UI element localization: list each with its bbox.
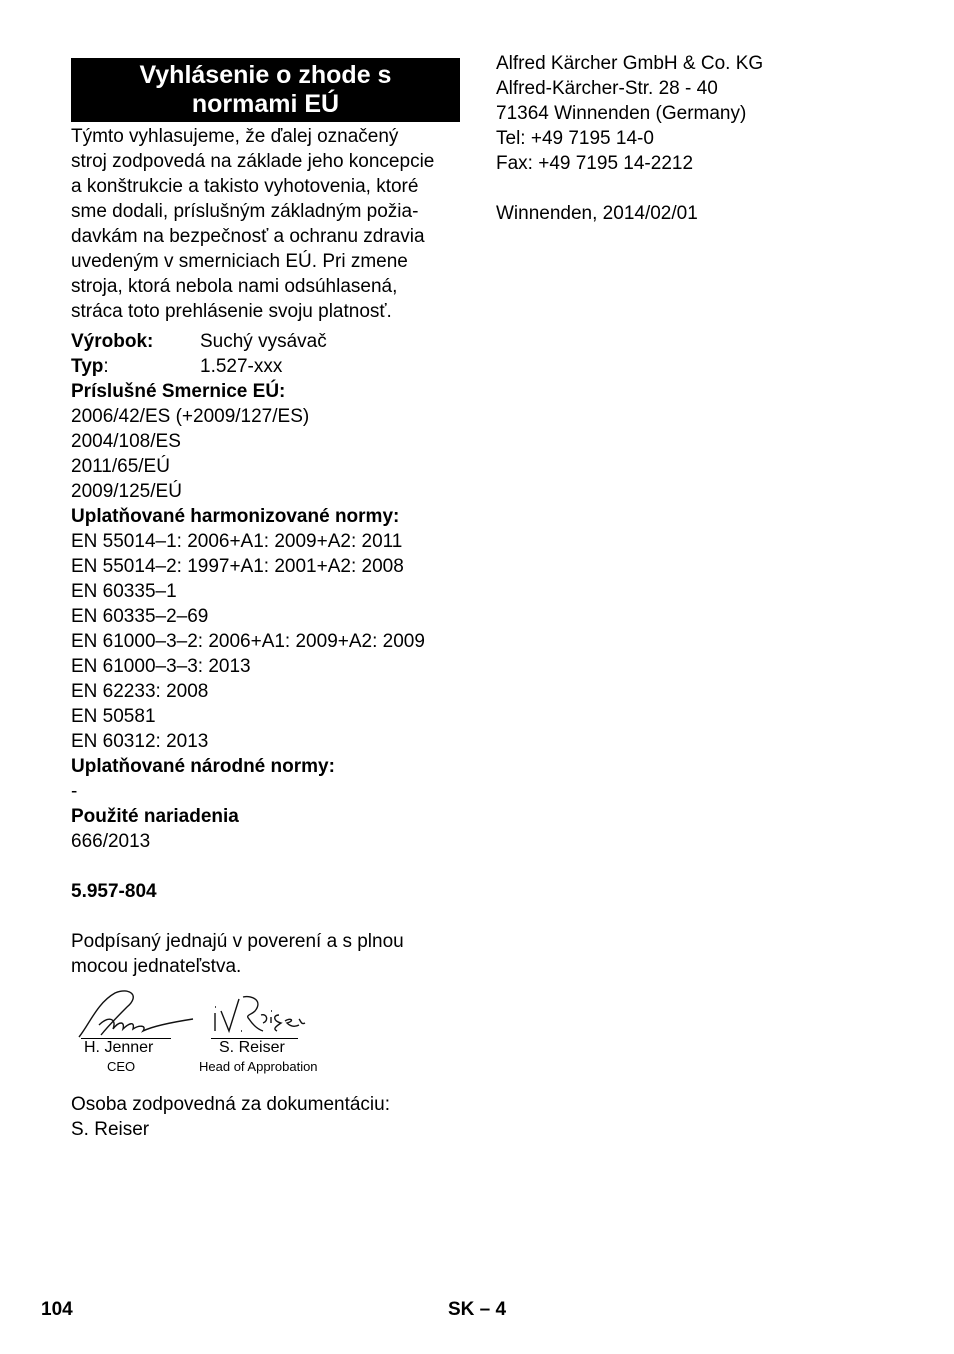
product-label: Výrobok: [71,331,154,352]
company-line: Fax: +49 7195 14-2212 [496,153,694,174]
harmonized-item: EN 55014–1: 2006+A1: 2009+A2: 2011 [71,531,403,552]
company-info [496,51,916,226]
doc-responsible-label: Osoba zodpovedná za dokumentáciu: [71,1094,390,1115]
harmonized-item: EN 60312: 2013 [71,731,209,752]
type-row [71,354,466,379]
national-value: - [71,781,78,802]
directive-item: 2009/125/EÚ [71,481,182,502]
type-label-wrap [71,354,200,379]
spacer [71,854,466,879]
place-date: Winnenden, 2014/02/01 [496,203,698,224]
company-line: Alfred-Kärcher-Str. 28 - 40 [496,78,718,99]
signer-name-jenner: H. Jenner [84,1039,154,1056]
page-title [71,58,460,122]
doc-responsible [71,1092,390,1142]
directives-heading: Príslušné Smernice EÚ: [71,381,286,402]
intro-line: sme dodali, príslušným základným požia- [71,201,419,222]
intro-line: stráca toto prehlásenie svoju platnosť. [71,301,392,322]
signature-reiser-image [209,985,309,1045]
harmonized-item: EN 60335–1 [71,581,177,602]
company-line: Alfred Kärcher GmbH & Co. KG [496,53,764,74]
harmonized-heading: Uplatňované harmonizované normy: [71,506,400,527]
harmonized-item: EN 62233: 2008 [71,681,209,702]
signer-role-reiser: Head of Approbation [199,1059,318,1074]
signed-text-line: mocou jednateľstva. [71,956,242,977]
signed-text-line: Podpísaný jednajú v poverení a s plnou [71,931,404,952]
type-label: Typ [71,356,104,377]
company-line: Tel: +49 7195 14-0 [496,128,654,149]
product-value: Suchý vysávač [200,331,327,352]
product-row [71,329,466,354]
regulations-value: 666/2013 [71,831,151,852]
signer-name-reiser: S. Reiser [219,1039,285,1056]
page-number: 104 [41,1299,73,1320]
harmonized-item: EN 50581 [71,706,156,727]
intro-line: Týmto vyhlasujeme, že ďalej označený [71,126,399,147]
document-number: 5.957-804 [71,881,157,902]
directive-item: 2011/65/EÚ [71,456,170,477]
spacer [71,904,466,929]
doc-responsible-name: S. Reiser [71,1119,150,1140]
intro-line: stroja, ktorá nebola nami odsúhlasená, [71,276,398,297]
intro-line: uvedeným v smerniciach EÚ. Pri zmene [71,251,408,272]
intro-paragraph [71,124,466,324]
title-line-1: Vyhlásenie o zhode s [139,61,392,89]
directive-item: 2004/108/ES [71,431,181,452]
intro-line: stroj zodpovedá na základe jeho koncepcie [71,151,435,172]
type-value: 1.527-xxx [200,356,283,377]
spacer [496,176,916,201]
signature-jenner-image [71,985,201,1045]
section-label: SK – 4 [448,1299,507,1320]
declaration-body [71,124,466,979]
regulations-heading: Použité nariadenia [71,806,239,827]
intro-line: davkám na bezpečnosť a ochranu zdravia [71,226,425,247]
signer-role-jenner: CEO [107,1059,136,1074]
harmonized-item: EN 61000–3–2: 2006+A1: 2009+A2: 2009 [71,631,425,652]
title-line-2: normami EÚ [191,90,340,118]
intro-line: a konštrukcie a takisto vyhotovenia, ktoré [71,176,419,197]
signature-area [71,985,371,1077]
company-line: 71364 Winnenden (Germany) [496,103,747,124]
type-colon: : [103,356,109,377]
harmonized-item: EN 55014–2: 1997+A1: 2001+A2: 2008 [71,556,404,577]
harmonized-item: EN 60335–2–69 [71,606,209,627]
harmonized-item: EN 61000–3–3: 2013 [71,656,251,677]
national-heading: Uplatňované národné normy: [71,756,335,777]
directive-item: 2006/42/ES (+2009/127/ES) [71,406,310,427]
